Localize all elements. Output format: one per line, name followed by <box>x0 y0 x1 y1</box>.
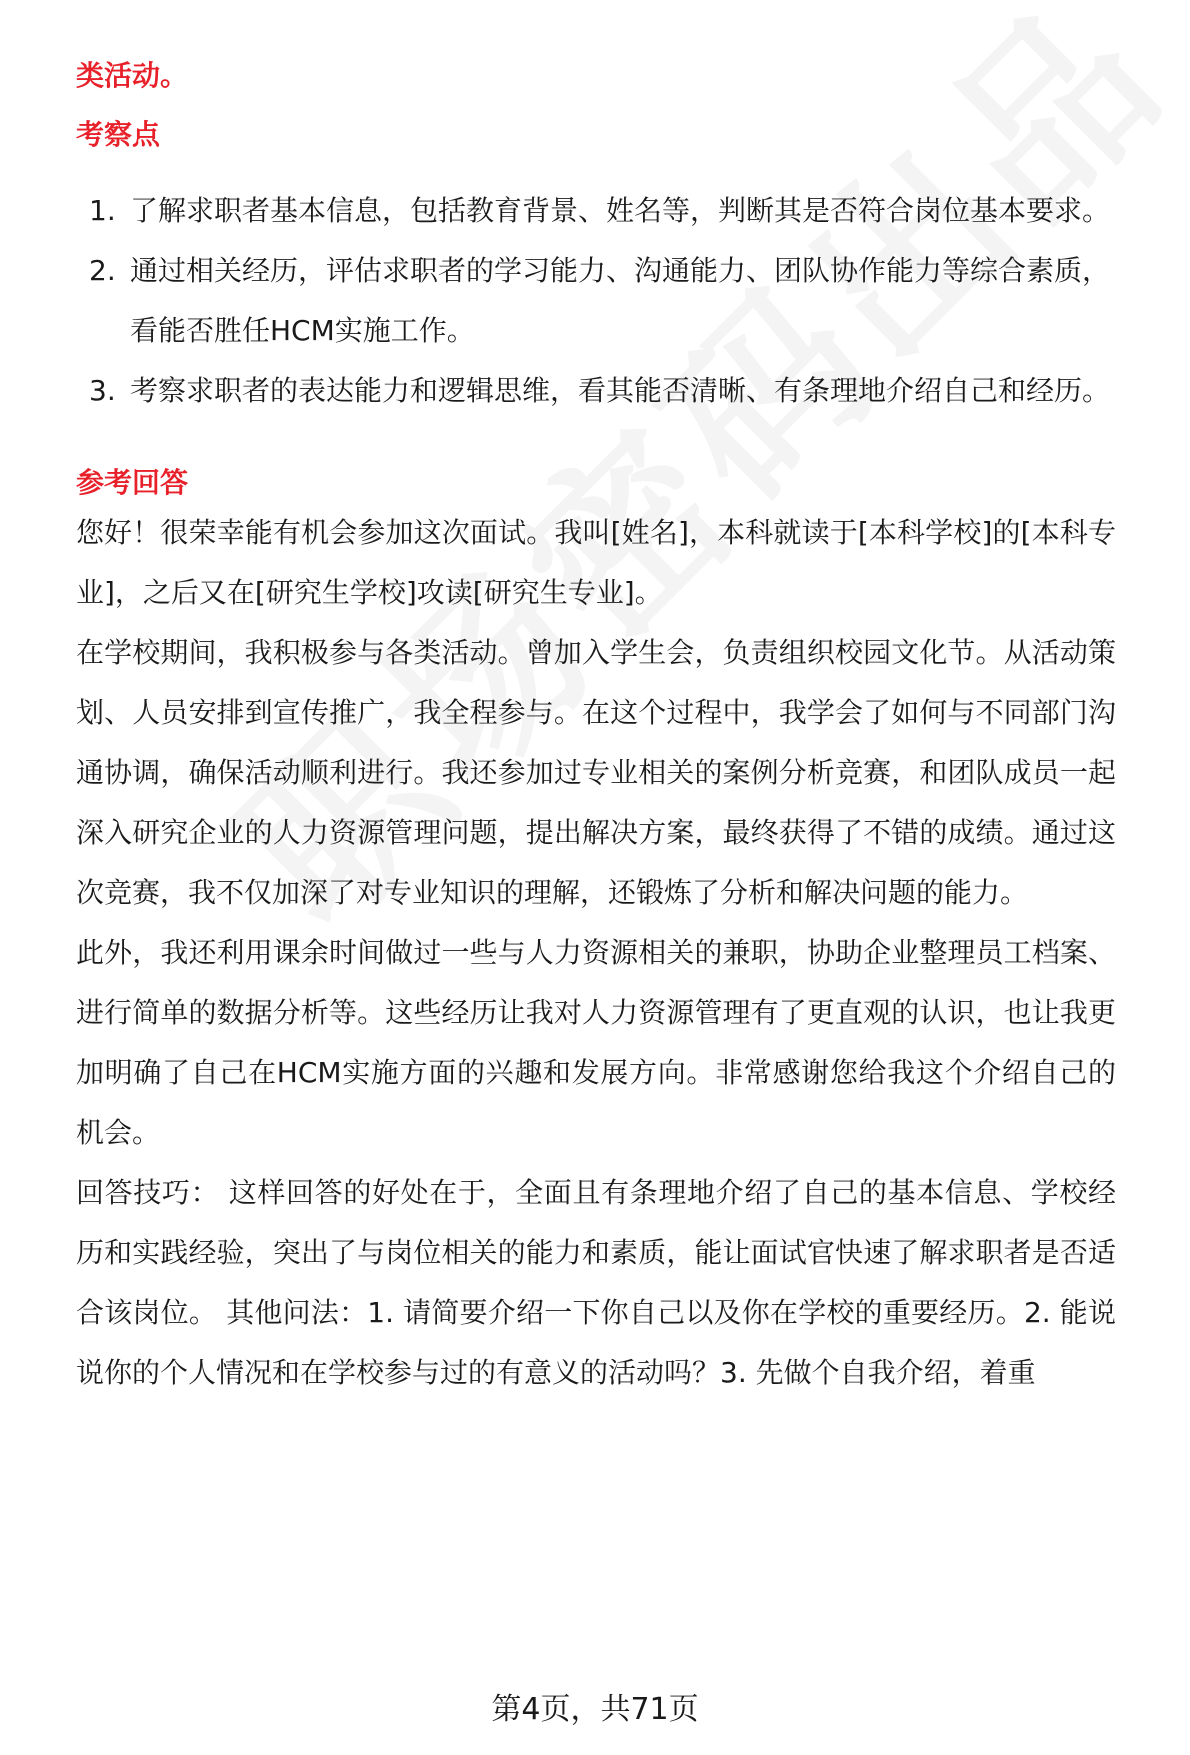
answer-paragraph: 在学校期间，我积极参与各类活动。曾加入学生会，负责组织校园文化节。从活动策划、人员安排到宣传推广，我全程参与。在这个过程中，我学会了如何与不同部门沟通协调，确保活动顺利进行。我还参加过专业相关的案例分析竞赛，和团队成员一起深入研究企业的人力资源管理问题，提出解决方案，最终获得了不错的成绩。通过这次竞赛，我不仅加深了对专业知识的理解，还锻炼了分析和解决问题的能力。 <box>76 636 1116 909</box>
list-item <box>76 241 1116 361</box>
continuation-heading: 类活动。 <box>76 59 189 92</box>
list-item <box>76 361 1116 421</box>
list-item-text: 通过相关经历，评估求职者的学习能力、沟通能力、团队协作能力等综合素质，看能否胜任HCM实施工作。 <box>130 254 1111 347</box>
page-number-footer: 第4页，共71页 <box>491 1692 699 1727</box>
answer-paragraph: 您好！很荣幸能有机会参加这次面试。我叫[姓名]，本科就读于[本科学校]的[本科专业]，之后又在[研究生学校]攻读[研究生专业]。 <box>76 516 1116 609</box>
list-item-text: 考察求职者的表达能力和逻辑思维，看其能否清晰、有条理地介绍自己和经历。 <box>130 374 1111 407</box>
list-item-number: 2. <box>89 254 116 287</box>
list-item <box>76 181 1116 241</box>
points-heading: 考察点 <box>76 118 161 151</box>
list-item-number: 3. <box>89 374 116 407</box>
list-item-number: 1. <box>89 194 116 227</box>
list-item-text: 了解求职者基本信息，包括教育背景、姓名等，判断其是否符合岗位基本要求。 <box>130 194 1111 227</box>
page-content <box>76 48 1116 1403</box>
answer-heading: 参考回答 <box>76 466 189 499</box>
points-list <box>76 181 1116 421</box>
tips-paragraph: 回答技巧： 这样回答的好处在于，全面且有条理地介绍了自己的基本信息、学校经历和实践经验，突出了与岗位相关的能力和素质，能让面试官快速了解求职者是否适合该岗位。 其他问法：1. 请简要介绍一下你自己以及你在学校的重要经历。2. 能说说你的个人情况和在学校参与过的有意义的活动吗？3. 先做个自我介绍，着重 <box>76 1176 1116 1389</box>
answer-paragraph: 此外，我还利用课余时间做过一些与人力资源相关的兼职，协助企业整理员工档案、进行简单的数据分析等。这些经历让我对人力资源管理有了更直观的认识，也让我更加明确了自己在HCM实施方面的兴趣和发展方向。非常感谢您给我这个介绍自己的机会。 <box>76 936 1116 1149</box>
